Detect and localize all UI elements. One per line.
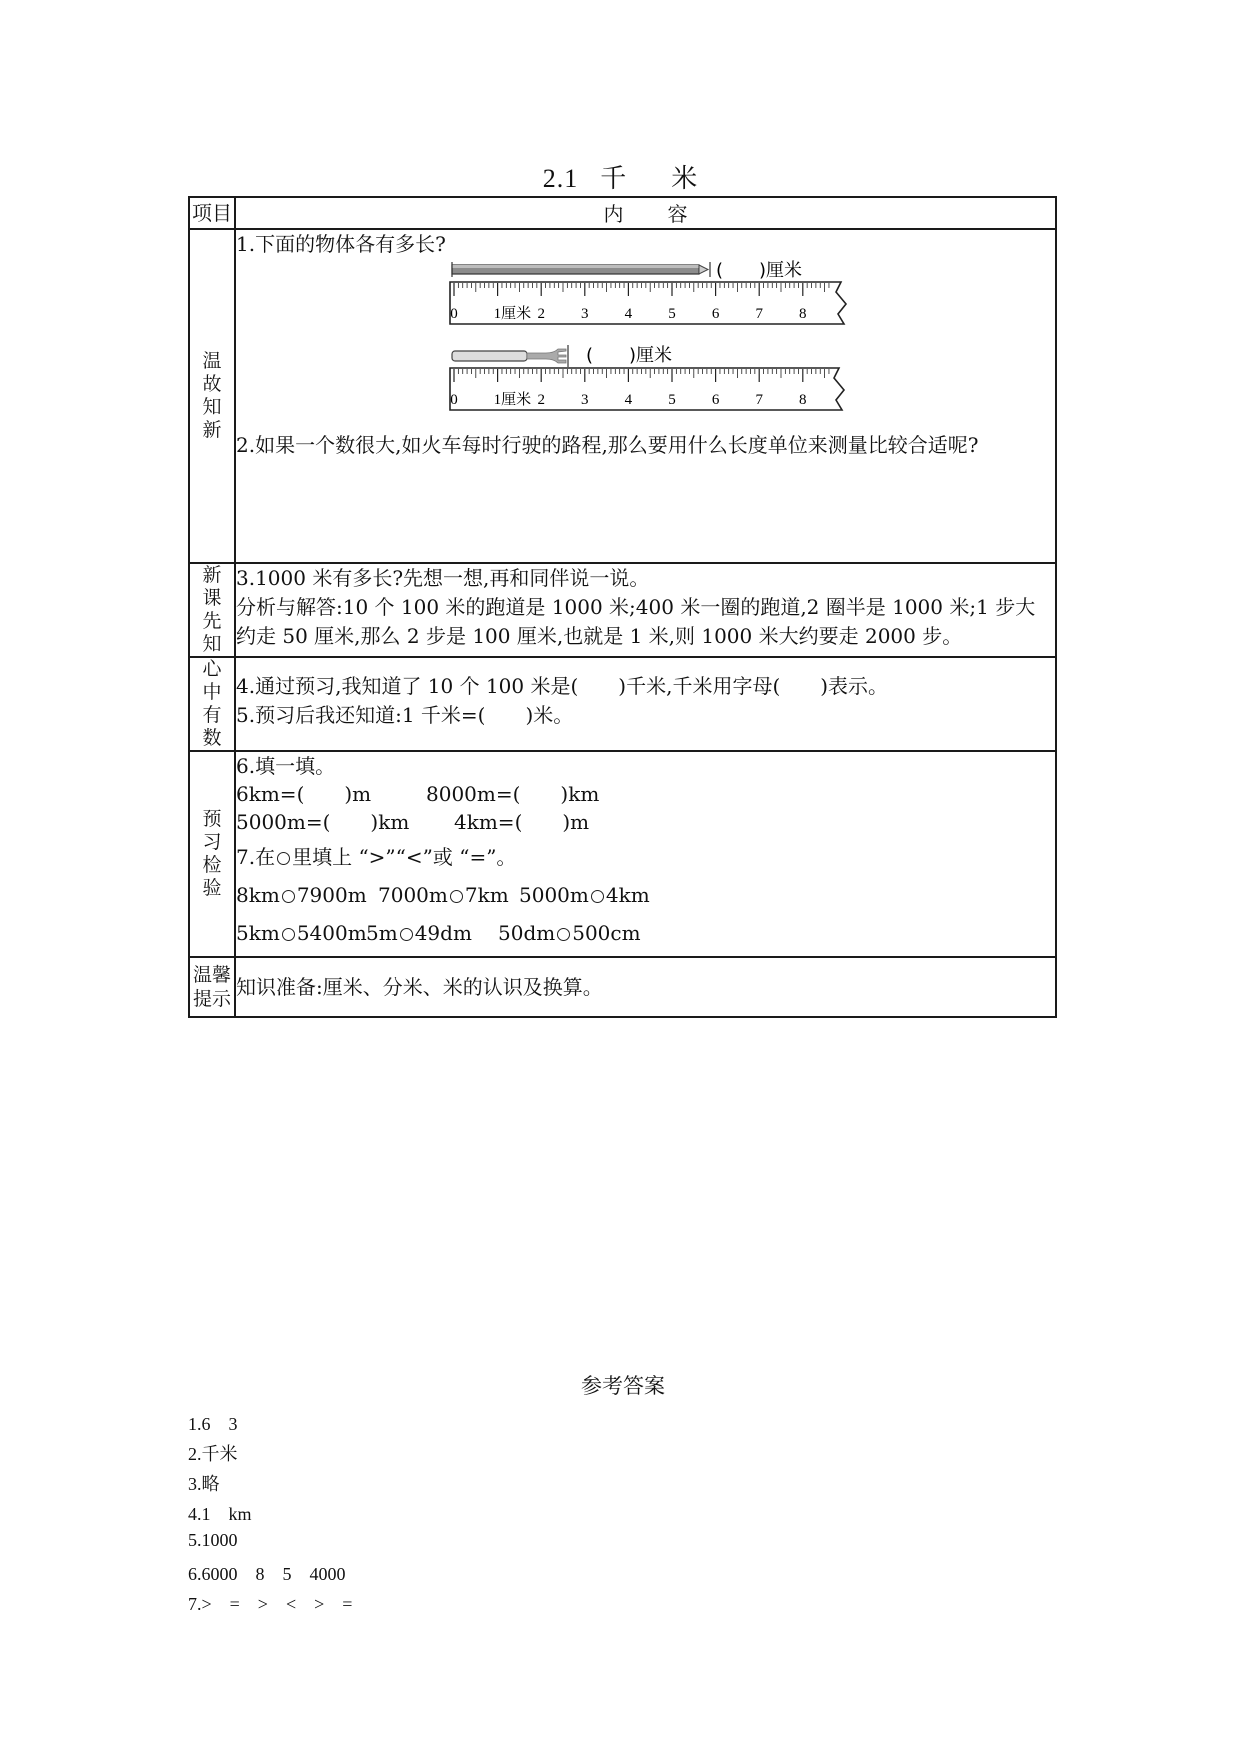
question-1: 1.下面的物体各有多长?: [236, 232, 446, 256]
answer-item: 5.1000: [188, 1530, 238, 1550]
ruler-tick-label: 1厘米: [493, 392, 532, 408]
circle-icon: [400, 928, 413, 941]
blank-label-2: ( )厘米: [586, 345, 673, 366]
row-content-preview: [235, 563, 1056, 657]
fork-icon: [452, 345, 568, 367]
blank-label-1: ( )厘米: [716, 260, 803, 281]
header-content: 内 容: [235, 197, 1056, 229]
table-row-check: [189, 751, 1056, 957]
ruler-1: [450, 282, 846, 324]
row-label-check: 预习检验: [189, 751, 235, 957]
answer-item: 7.> = > < > =: [188, 1594, 353, 1614]
answer-item: 2.千米: [188, 1444, 238, 1464]
row-content-recap: [235, 657, 1056, 751]
ruler-tick-label: 6: [711, 306, 720, 322]
ruler-tick-label: 5: [668, 306, 676, 322]
row-label-preview: 新课先知: [189, 563, 235, 657]
fill-row-1: 6km=( )m 8000m=( )km: [236, 782, 600, 806]
circle-icon: [282, 928, 295, 941]
fill-row-2: 5000m=( )km 4km=( )m: [236, 810, 590, 834]
question-7: 7.在 里填上 “>”“<”或 “=”。: [236, 845, 517, 869]
answer-item: 1.6 3: [188, 1414, 238, 1434]
table-row-recap: [189, 657, 1056, 751]
ruler-tick-label: 8: [799, 306, 807, 322]
ruler-tick-label: 0: [450, 392, 458, 408]
question-2: 2.如果一个数很大,如火车每时行驶的路程,那么要用什么长度单位来测量比较合适呢?: [236, 433, 979, 457]
title-number: 2.1: [542, 164, 579, 193]
ruler-tick-label: 6: [711, 392, 720, 408]
ruler-tick-label: 1厘米: [493, 306, 532, 322]
row-content-check: [235, 751, 1056, 957]
ruler-tick-label: 7: [755, 392, 763, 408]
question-3: 3.1000 米有多长?先想一想,再和同伴说一说。: [236, 566, 650, 590]
ruler-tick-label: 5: [668, 392, 676, 408]
circle-icon: [282, 890, 295, 903]
table-row-tip: [189, 957, 1056, 1017]
answer-heading: 参考答案: [581, 1374, 665, 1398]
page-title: [0, 158, 1241, 195]
ruler-tick-label: 0: [450, 306, 458, 322]
ruler-tick-label: 3: [581, 306, 589, 322]
ruler-tick-label: 8: [799, 392, 807, 408]
table-row-review: [189, 229, 1056, 563]
question-6: 6.填一填。: [236, 754, 336, 778]
ruler-tick-label: 2: [537, 306, 545, 322]
table-header-row: [189, 197, 1056, 229]
circle-icon: [450, 890, 463, 903]
ruler-tick-label: 4: [624, 306, 633, 322]
circle-icon: [277, 852, 290, 865]
question-5: 5.预习后我还知道:1 千米=( )米。: [236, 703, 574, 727]
row-label-tip: 温馨提示: [189, 957, 235, 1017]
compare-row-1: 8km 7900m 7000m 7km 5000m 4km: [236, 883, 650, 907]
answer-item: 6.6000 8 5 4000: [188, 1564, 346, 1584]
answer-item: 3.略: [188, 1474, 220, 1494]
question-4: 4.通过预习,我知道了 10 个 100 米是( )千米,千米用字母( )表示。: [236, 674, 889, 698]
ruler-tick-label: 7: [755, 306, 763, 322]
title-char-1: 千: [600, 164, 628, 194]
circle-icon: [591, 890, 604, 903]
analysis-text: 分析与解答:10 个 100 米的跑道是 1000 米;400 米一圈的跑道,2 圈半是 1000 米;1 步大约走 50 厘米,那么 2 步是 100 厘米,也就是 1 米,则 1000 米大约要走 2000 步。: [236, 595, 1036, 648]
compare-row-2: 5km 5400m5m 49dm 50dm 500cm: [236, 921, 641, 945]
table-row-preview: [189, 563, 1056, 657]
row-content-review: [235, 229, 1056, 563]
header-item: 项目: [189, 197, 235, 229]
ruler-tick-label: 2: [537, 392, 545, 408]
rulers-figure: [236, 259, 1076, 429]
lesson-table: [188, 196, 1057, 1018]
title-char-2: 米: [671, 164, 699, 194]
row-label-review: 温故知新: [189, 229, 235, 563]
pencil-icon: [452, 262, 710, 277]
ruler-tick-label: 4: [624, 392, 633, 408]
row-content-tip: [235, 957, 1056, 1017]
tip-text: 知识准备:厘米、分米、米的认识及换算。: [236, 974, 603, 999]
answer-item: 4.1 km: [188, 1504, 252, 1524]
ruler-2: [450, 368, 844, 410]
row-label-recap: 心中有数: [189, 657, 235, 751]
circle-icon: [557, 928, 570, 941]
ruler-tick-label: 3: [581, 392, 589, 408]
